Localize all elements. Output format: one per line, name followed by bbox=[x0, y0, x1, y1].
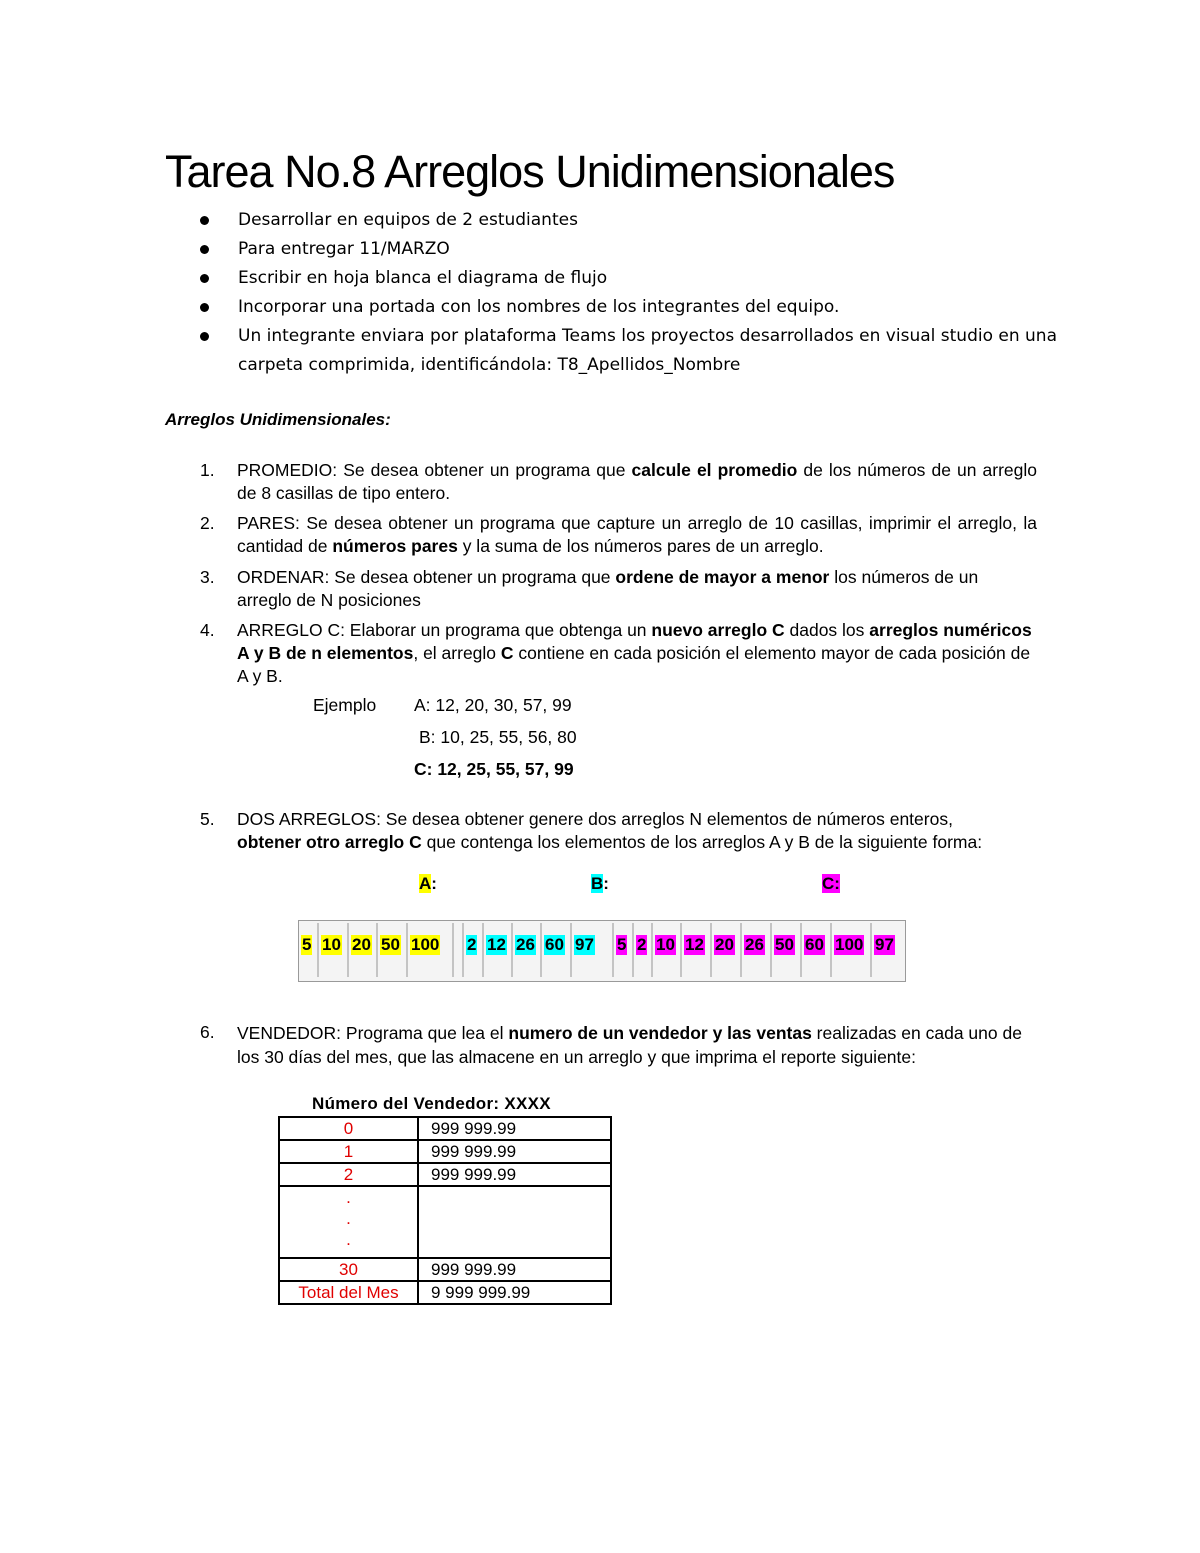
instruction-item: Incorporar una portada con los nombres de los integrantes del equipo. bbox=[200, 293, 1080, 322]
exercise-text: ORDENAR: Se desea obtener un programa que ordene de mayor a menor los números de un arreglo de N posiciones bbox=[237, 567, 979, 610]
exercise-number: 3. bbox=[200, 567, 215, 587]
array-b-cell: 97 bbox=[572, 923, 614, 977]
report-title: Número del Vendedor: XXXX bbox=[312, 1094, 551, 1113]
array-c-cell: 60 bbox=[802, 923, 832, 977]
array-a-cell: 20 bbox=[349, 923, 378, 977]
table-row: 2 999 999.99 bbox=[279, 1163, 611, 1186]
array-c-cell: 50 bbox=[772, 923, 802, 977]
array-c-cell: 100 bbox=[832, 923, 872, 977]
page-title: Tarea No.8 Arreglos Unidimensionales bbox=[165, 146, 895, 197]
example-array-c: C: 12, 25, 55, 57, 99 bbox=[414, 759, 574, 779]
exercise-number: 1. bbox=[200, 460, 215, 480]
bullet-dot-icon bbox=[200, 332, 209, 341]
array-a-cell: 100 bbox=[408, 923, 454, 977]
array-c-cell: 5 bbox=[614, 923, 634, 977]
arrays-strip bbox=[298, 920, 906, 982]
array-spacer bbox=[454, 923, 464, 977]
example-label: Ejemplo bbox=[313, 695, 377, 715]
array-b-cell: 2 bbox=[464, 923, 484, 977]
exercise-text: PARES: Se desea obtener un programa que capture un arreglo de 10 casillas, imprimir el arreglo, la cantidad de números pares y la suma de los números pares de un arreglo. bbox=[237, 513, 1037, 556]
table-row: 1 999 999.99 bbox=[279, 1140, 611, 1163]
exercise-text: PROMEDIO: Se desea obtener un programa que calcule el promedio de los números de un arreglo de 8 casillas de tipo entero. bbox=[237, 460, 1037, 503]
instruction-item: Un integrante enviara por plataforma Teams los proyectos desarrollados en visual studio en una carpeta comprimida, identificándola: T8_Apellidos_Nombre bbox=[200, 322, 1080, 380]
bullet-dot-icon bbox=[200, 245, 209, 254]
exercise-number: 6. bbox=[200, 1022, 215, 1042]
exercise-number: 2. bbox=[200, 513, 215, 533]
sales-report-table bbox=[278, 1116, 612, 1305]
instructions-list bbox=[200, 206, 1080, 380]
exercise-number: 5. bbox=[200, 809, 215, 829]
bullet-dot-icon bbox=[200, 303, 209, 312]
array-label-c: C: bbox=[822, 874, 840, 893]
exercise-text: DOS ARREGLOS: Se desea obtener genere dos arreglos N elementos de números enteros, obtener otro arreglo C que contenga los elementos de los arreglos A y B de la siguiente forma: bbox=[237, 809, 983, 852]
array-a-cell: 5 bbox=[299, 923, 319, 977]
exercise-text: ARREGLO C: Elaborar un programa que obtenga un nuevo arreglo C dados los arreglos numéricos A y B de n elementos, el arreglo C contiene en cada posición el elemento mayor de cada posición de A y B. bbox=[237, 620, 1032, 686]
exercise-text: VENDEDOR: Programa que lea el numero de un vendedor y las ventas realizadas en cada uno de los 30 días del mes, que las almacene en un arreglo y que imprima el reporte siguiente: bbox=[237, 1023, 1022, 1067]
array-b-cell: 12 bbox=[484, 923, 513, 977]
section-heading: Arreglos Unidimensionales: bbox=[165, 410, 391, 429]
instruction-item: Para entregar 11/MARZO bbox=[200, 235, 1080, 264]
table-row-total: Total del Mes 9 999 999.99 bbox=[279, 1281, 611, 1304]
array-a-cell: 10 bbox=[319, 923, 349, 977]
ellipsis-cell: . . . bbox=[279, 1186, 418, 1258]
array-b-cell: 26 bbox=[513, 923, 542, 977]
bullet-dot-icon bbox=[200, 216, 209, 225]
array-c-cell: 26 bbox=[742, 923, 772, 977]
array-label-b: B: bbox=[591, 874, 609, 893]
array-c-cell: 10 bbox=[653, 923, 682, 977]
bullet-dot-icon bbox=[200, 274, 209, 283]
example-array-a: A: 12, 20, 30, 57, 99 bbox=[414, 695, 572, 715]
instruction-item: Escribir en hoja blanca el diagrama de flujo bbox=[200, 264, 1080, 293]
instruction-item: Desarrollar en equipos de 2 estudiantes bbox=[200, 206, 1080, 235]
array-c-cell: 97 bbox=[875, 935, 894, 954]
array-c-cell: 12 bbox=[682, 923, 712, 977]
table-row: 30 999 999.99 bbox=[279, 1258, 611, 1281]
table-row: 0 999 999.99 bbox=[279, 1117, 611, 1140]
example-array-b: B: 10, 25, 55, 56, 80 bbox=[419, 727, 577, 747]
exercise-number: 4. bbox=[200, 620, 215, 640]
array-c-cell: 2 bbox=[634, 923, 653, 977]
array-label-a: A: bbox=[419, 874, 437, 893]
array-a-cell: 50 bbox=[378, 923, 408, 977]
array-c-cell: 20 bbox=[712, 923, 742, 977]
table-row-ellipsis bbox=[279, 1186, 611, 1258]
array-b-cell: 60 bbox=[542, 923, 572, 977]
